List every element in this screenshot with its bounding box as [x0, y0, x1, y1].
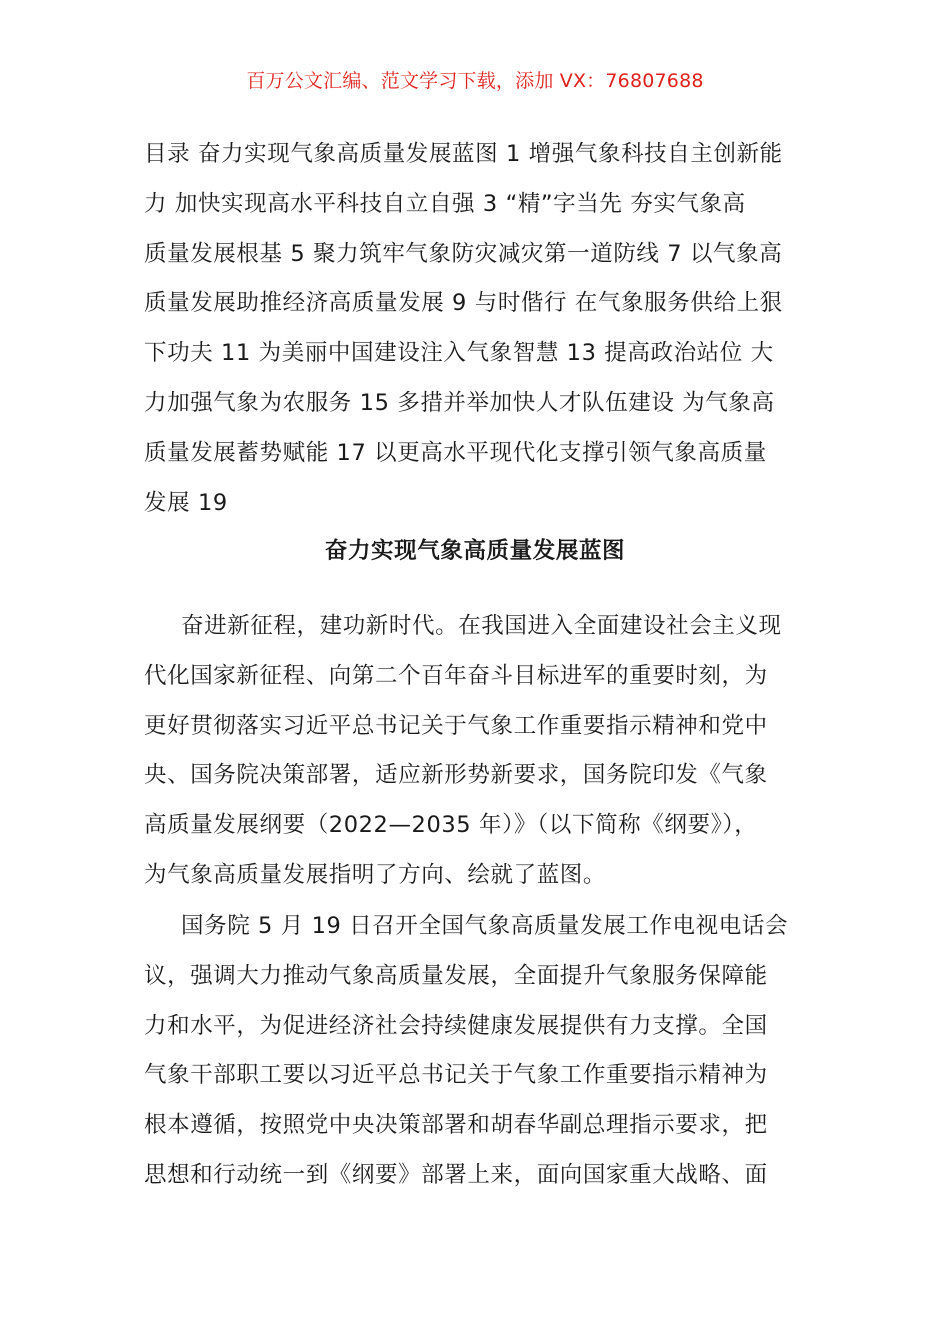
- toc-line: 质量发展蓄势赋能 17 以更高水平现代化支撑引领气象高质量: [144, 439, 767, 466]
- table-of-contents: [144, 130, 808, 528]
- toc-line: 力 加快实现高水平科技自立自强 3 “精”字当先 夯实气象高: [144, 190, 746, 217]
- paragraph-line: 国务院 5 月 19 日召开全国气象高质量发展工作电视电话会: [181, 913, 789, 939]
- toc-line: 目录 奋力实现气象高质量发展蓝图 1 增强气象科技自主创新能: [144, 141, 783, 167]
- article-title: 奋力实现气象高质量发展蓝图: [324, 538, 626, 564]
- header-banner: 百万公文汇编、范文学习下载，添加 VX：76807688: [246, 70, 704, 92]
- toc-line: 发展 19: [144, 489, 228, 516]
- paragraph-line: 奋进新征程，建功新时代。在我国进入全面建设社会主义现: [181, 613, 782, 639]
- paragraph-line: 力和水平，为促进经济社会持续健康发展提供有力支撑。全国: [144, 1012, 768, 1039]
- paragraph-line: 气象干部职工要以习近平总书记关于气象工作重要指示精神为: [144, 1062, 768, 1089]
- paragraph-2: [144, 902, 808, 1201]
- toc-line: 力加强气象为农服务 15 多措并举加快人才队伍建设 为气象高: [144, 389, 775, 416]
- paragraph-line: 根本遵循，按照党中央决策部署和胡春华副总理指示要求，把: [144, 1112, 768, 1139]
- toc-line: 下功夫 11 为美丽中国建设注入气象智慧 13 提高政治站位 大: [144, 340, 774, 367]
- paragraph-line: 议，强调大力推动气象高质量发展，全面提升气象服务保障能: [144, 962, 768, 989]
- paragraph-line: 更好贯彻落实习近平总书记关于气象工作重要指示精神和党中: [144, 712, 768, 739]
- toc-line: 质量发展根基 5 聚力筑牢气象防灾减灾第一道防线 7 以气象高: [144, 240, 783, 267]
- paragraph-line: 代化国家新征程、向第二个百年奋斗目标进军的重要时刻，为: [144, 662, 768, 689]
- paragraph-line: 高质量发展纲要（2022—2035 年）》（以下简称《纲要》），: [144, 812, 758, 839]
- paragraph-line: 央、国务院决策部署，适应新形势新要求，国务院印发《气象: [144, 762, 768, 789]
- paragraph-line: 思想和行动统一到《纲要》部署上来，面向国家重大战略、面: [144, 1161, 768, 1188]
- toc-line: 质量发展助推经济高质量发展 9 与时偕行 在气象服务供给上狠: [144, 290, 783, 317]
- paragraph-line: 为气象高质量发展指明了方向、绘就了蓝图。: [144, 861, 607, 888]
- paragraph-1: [144, 602, 808, 901]
